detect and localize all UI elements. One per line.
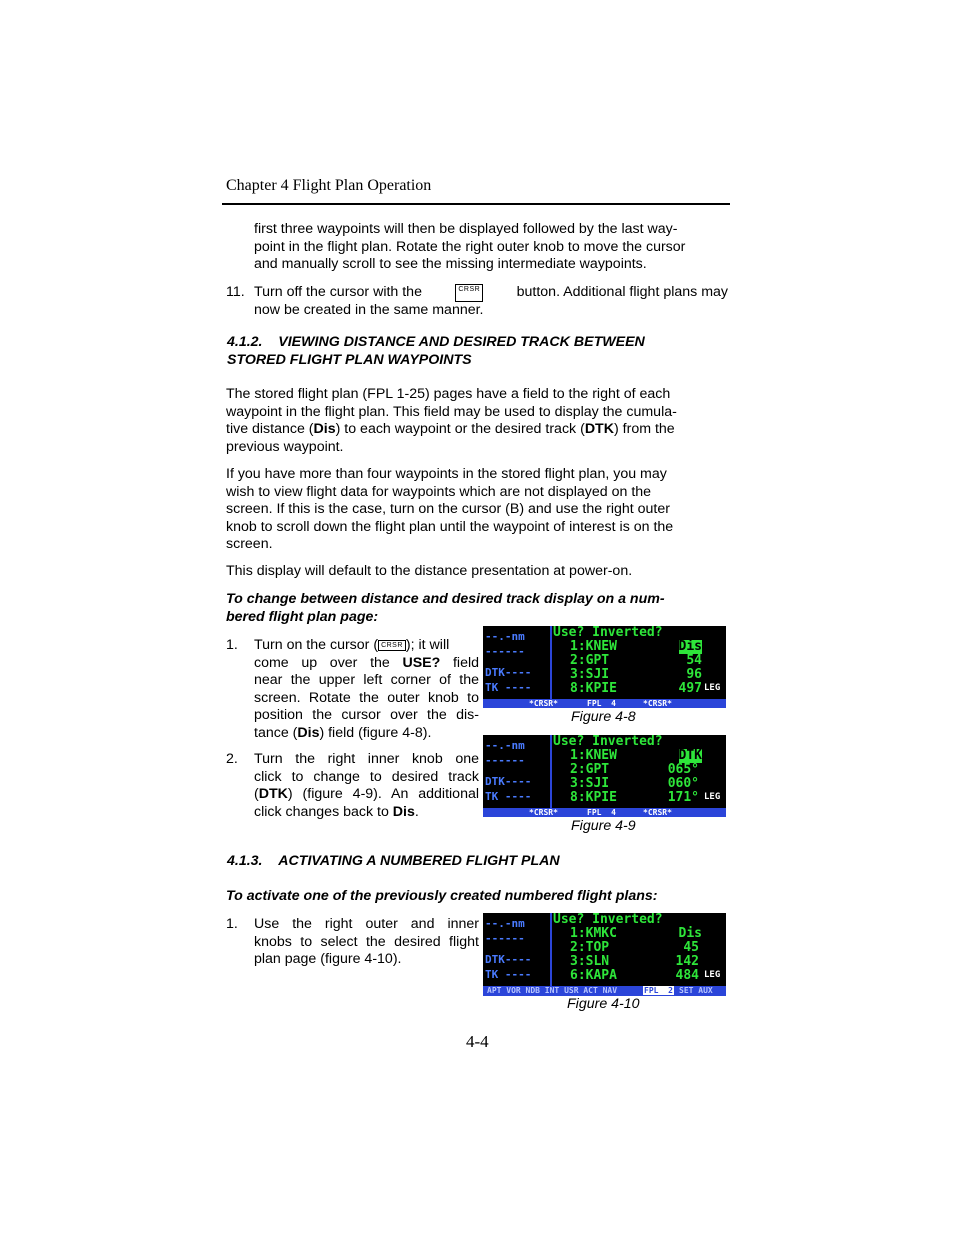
- section-title: ACTIVATING A NUMBERED FLIGHT PLAN: [278, 853, 560, 869]
- field-value: 171°: [667, 790, 699, 805]
- right-panel: [702, 735, 726, 808]
- crsr-indicator: *CRSR*: [529, 808, 558, 817]
- text-line: If you have more than four waypoints in the stored flight plan, you may: [226, 466, 667, 482]
- text-fragment: click changes back to: [254, 803, 393, 820]
- step-2-text: [254, 751, 479, 821]
- page-group-labels: APT VOR NDB INT USR ACT NAV: [487, 986, 618, 995]
- text-line: waypoint in the flight plan. This field may be used to display the cumula-: [226, 403, 677, 420]
- tk-readout: TK ----: [485, 681, 532, 694]
- waypoint-3: 3:SJI: [570, 776, 610, 791]
- text-line: and manually scroll to see the missing intermediate waypoints.: [254, 256, 647, 272]
- crsr-button-icon: CRSR: [378, 640, 406, 651]
- status-bar: [483, 808, 726, 817]
- text-line: first three waypoints will then be displayed followed by the last way-: [254, 221, 678, 237]
- chapter-header: Chapter 4 Flight Plan Operation: [226, 177, 432, 194]
- page-group-bar: [483, 986, 726, 996]
- crsr-indicator: *CRSR*: [643, 699, 672, 708]
- text-line: now be created in the same manner.: [254, 301, 484, 318]
- paragraph: [226, 466, 728, 554]
- distance-readout: --.-nm: [485, 630, 525, 643]
- left-panel: [483, 626, 552, 699]
- text-line: click to change to desired track: [254, 768, 479, 785]
- text-fragment: tive distance (: [226, 421, 314, 437]
- leg-label: LEG: [704, 792, 721, 802]
- waypoint-4: 8:KPIE: [570, 790, 617, 805]
- instruction-heading: To activate one of the previously created numbered flight plans:: [226, 888, 658, 904]
- ete-readout: ------: [485, 754, 525, 767]
- page-indicator: FPL 4: [587, 699, 616, 708]
- crsr-button-icon: CRSR: [455, 284, 483, 302]
- section-title-line: STORED FLIGHT PLAN WAYPOINTS: [227, 351, 472, 368]
- gps-screen-figure-4-9: [483, 735, 726, 817]
- text-fragment: tance (: [254, 724, 298, 741]
- text-line: knob to scroll down the flight plan until the waypoint of interest is on the: [226, 518, 674, 535]
- step-number: 11.: [226, 284, 245, 300]
- text-line: screen. If this is the case, turn on the cursor (B) and use the right outer: [226, 501, 670, 517]
- text-line: previous waypoint.: [226, 438, 344, 455]
- dtk-readout: DTK----: [485, 666, 532, 679]
- field-value: 060°: [667, 776, 699, 791]
- right-panel: [702, 913, 726, 986]
- field-value: 142: [675, 954, 699, 969]
- waypoint-1: 1:KNEW: [570, 639, 617, 654]
- leg-label: LEG: [704, 683, 721, 693]
- text-line: Turn the right inner knob one: [254, 751, 479, 767]
- plan-header: Use? Inverted?: [553, 626, 663, 640]
- page-group-labels: SET AUX: [679, 986, 713, 995]
- step-number: 2.: [226, 751, 238, 767]
- dis-term: Dis: [392, 803, 415, 820]
- text-fragment: field: [440, 654, 480, 671]
- field-value: 54: [686, 653, 702, 668]
- text-line: To change between distance and desired track display on a num-: [226, 591, 665, 607]
- waypoint-2: 2:TOP: [570, 940, 610, 955]
- text-fragment: .: [414, 803, 419, 820]
- text-line: Use the right outer and inner: [254, 916, 479, 932]
- text-line: near the upper left corner of the: [254, 672, 479, 688]
- section-title-line: VIEWING DISTANCE AND DESIRED TRACK BETWEEN: [278, 334, 645, 350]
- section-number: 4.1.2.: [227, 334, 263, 350]
- gps-screen-figure-4-8: [483, 626, 726, 708]
- waypoint-3: 3:SJI: [570, 667, 610, 682]
- distance-readout: --.-nm: [485, 739, 525, 752]
- paragraph-continued: [254, 221, 728, 274]
- distance-readout: --.-nm: [485, 917, 525, 930]
- dtk-term: DTK: [258, 786, 288, 802]
- flight-plan-list: [552, 913, 702, 986]
- text-line: The stored flight plan (FPL 1-25) pages have a field to the right of each: [226, 386, 671, 402]
- waypoint-2: 2:GPT: [570, 762, 610, 777]
- step-number: 1.: [226, 637, 238, 653]
- text-fragment: Turn on the cursor (: [254, 637, 379, 653]
- step-activate-text: [254, 916, 479, 969]
- section-heading-4-1-2: [227, 334, 727, 369]
- step-11-text: [254, 284, 728, 319]
- instruction-heading: [226, 591, 728, 626]
- left-panel: [483, 913, 552, 986]
- waypoint-2: 2:GPT: [570, 653, 610, 668]
- field-value: 484: [675, 968, 699, 983]
- text-line: screen. Rotate the outer knob to: [254, 689, 479, 706]
- current-page-indicator: FPL 2: [644, 986, 673, 995]
- text-fragment: ) field (figure 4-8).: [319, 724, 432, 741]
- text-fragment: Turn off the cursor with the: [254, 284, 422, 300]
- paragraph: [226, 386, 728, 456]
- plan-header: Use? Inverted?: [553, 913, 663, 927]
- field-value: 497: [678, 681, 702, 696]
- text-line: knobs to select the desired flight: [254, 933, 479, 950]
- text-fragment: ) to each waypoint or the desired track (: [335, 421, 585, 437]
- dis-term: Dis: [297, 724, 320, 741]
- tk-readout: TK ----: [485, 968, 532, 981]
- waypoint-4: 8:KPIE: [570, 681, 617, 696]
- text-line: point in the flight plan. Rotate the right outer knob to move the cursor: [254, 238, 686, 255]
- ete-readout: ------: [485, 645, 525, 658]
- waypoint-1: 1:KMKC: [570, 926, 617, 941]
- text-line: screen.: [226, 536, 273, 552]
- plan-header: Use? Inverted?: [553, 735, 663, 749]
- figure-caption: Figure 4-9: [571, 818, 636, 834]
- ete-readout: ------: [485, 932, 525, 945]
- dtk-term: DTK: [584, 421, 614, 437]
- text-fragment: ) (figure 4-9). An additional: [287, 786, 479, 802]
- field-value: 45: [683, 940, 699, 955]
- section-heading-4-1-3: [227, 853, 560, 871]
- leg-label: LEG: [704, 970, 721, 980]
- dtk-readout: DTK----: [485, 775, 532, 788]
- tk-readout: TK ----: [485, 790, 532, 803]
- text-fragment: (: [254, 786, 259, 802]
- section-number: 4.1.3.: [227, 853, 263, 869]
- text-fragment: ) from the: [613, 421, 675, 437]
- left-panel: [483, 735, 552, 808]
- header-rule: [222, 203, 730, 205]
- right-panel: [702, 626, 726, 699]
- dis-term: Dis: [313, 421, 336, 437]
- text-line: wish to view flight data for waypoints which are not displayed on the: [226, 483, 652, 500]
- figure-caption: Figure 4-10: [567, 996, 640, 1012]
- field-value: Dis: [678, 926, 702, 941]
- field-cursor: DTK: [678, 748, 702, 763]
- use-term: USE?: [402, 654, 441, 671]
- text-fragment: button. Additional flight plans may: [516, 284, 728, 300]
- step-1-text: [254, 637, 479, 742]
- figure-caption: Figure 4-8: [571, 709, 636, 725]
- step-number: 1.: [226, 916, 238, 932]
- page-number: 4-4: [466, 1032, 489, 1051]
- paragraph: This display will default to the distance presentation at power-on.: [226, 563, 633, 579]
- flight-plan-list: [552, 626, 702, 699]
- field-value: 96: [686, 667, 702, 682]
- waypoint-1: 1:KNEW: [570, 748, 617, 763]
- gps-screen-figure-4-10: [483, 913, 726, 996]
- text-line: position the cursor over the dis-: [254, 707, 479, 723]
- page-indicator: FPL 4: [587, 808, 616, 817]
- field-value: 065°: [667, 762, 699, 777]
- flight-plan-list: [552, 735, 702, 808]
- text-fragment: come up over the: [254, 654, 403, 671]
- text-fragment: ); it will: [405, 637, 450, 653]
- status-bar: [483, 699, 726, 708]
- dtk-readout: DTK----: [485, 953, 532, 966]
- crsr-indicator: *CRSR*: [529, 699, 558, 708]
- crsr-indicator: *CRSR*: [643, 808, 672, 817]
- text-line: bered flight plan page:: [226, 608, 379, 625]
- waypoint-4: 6:KAPA: [570, 968, 617, 983]
- waypoint-3: 3:SLN: [570, 954, 610, 969]
- text-line: plan page (figure 4-10).: [254, 951, 402, 967]
- field-cursor: Dis: [678, 639, 702, 654]
